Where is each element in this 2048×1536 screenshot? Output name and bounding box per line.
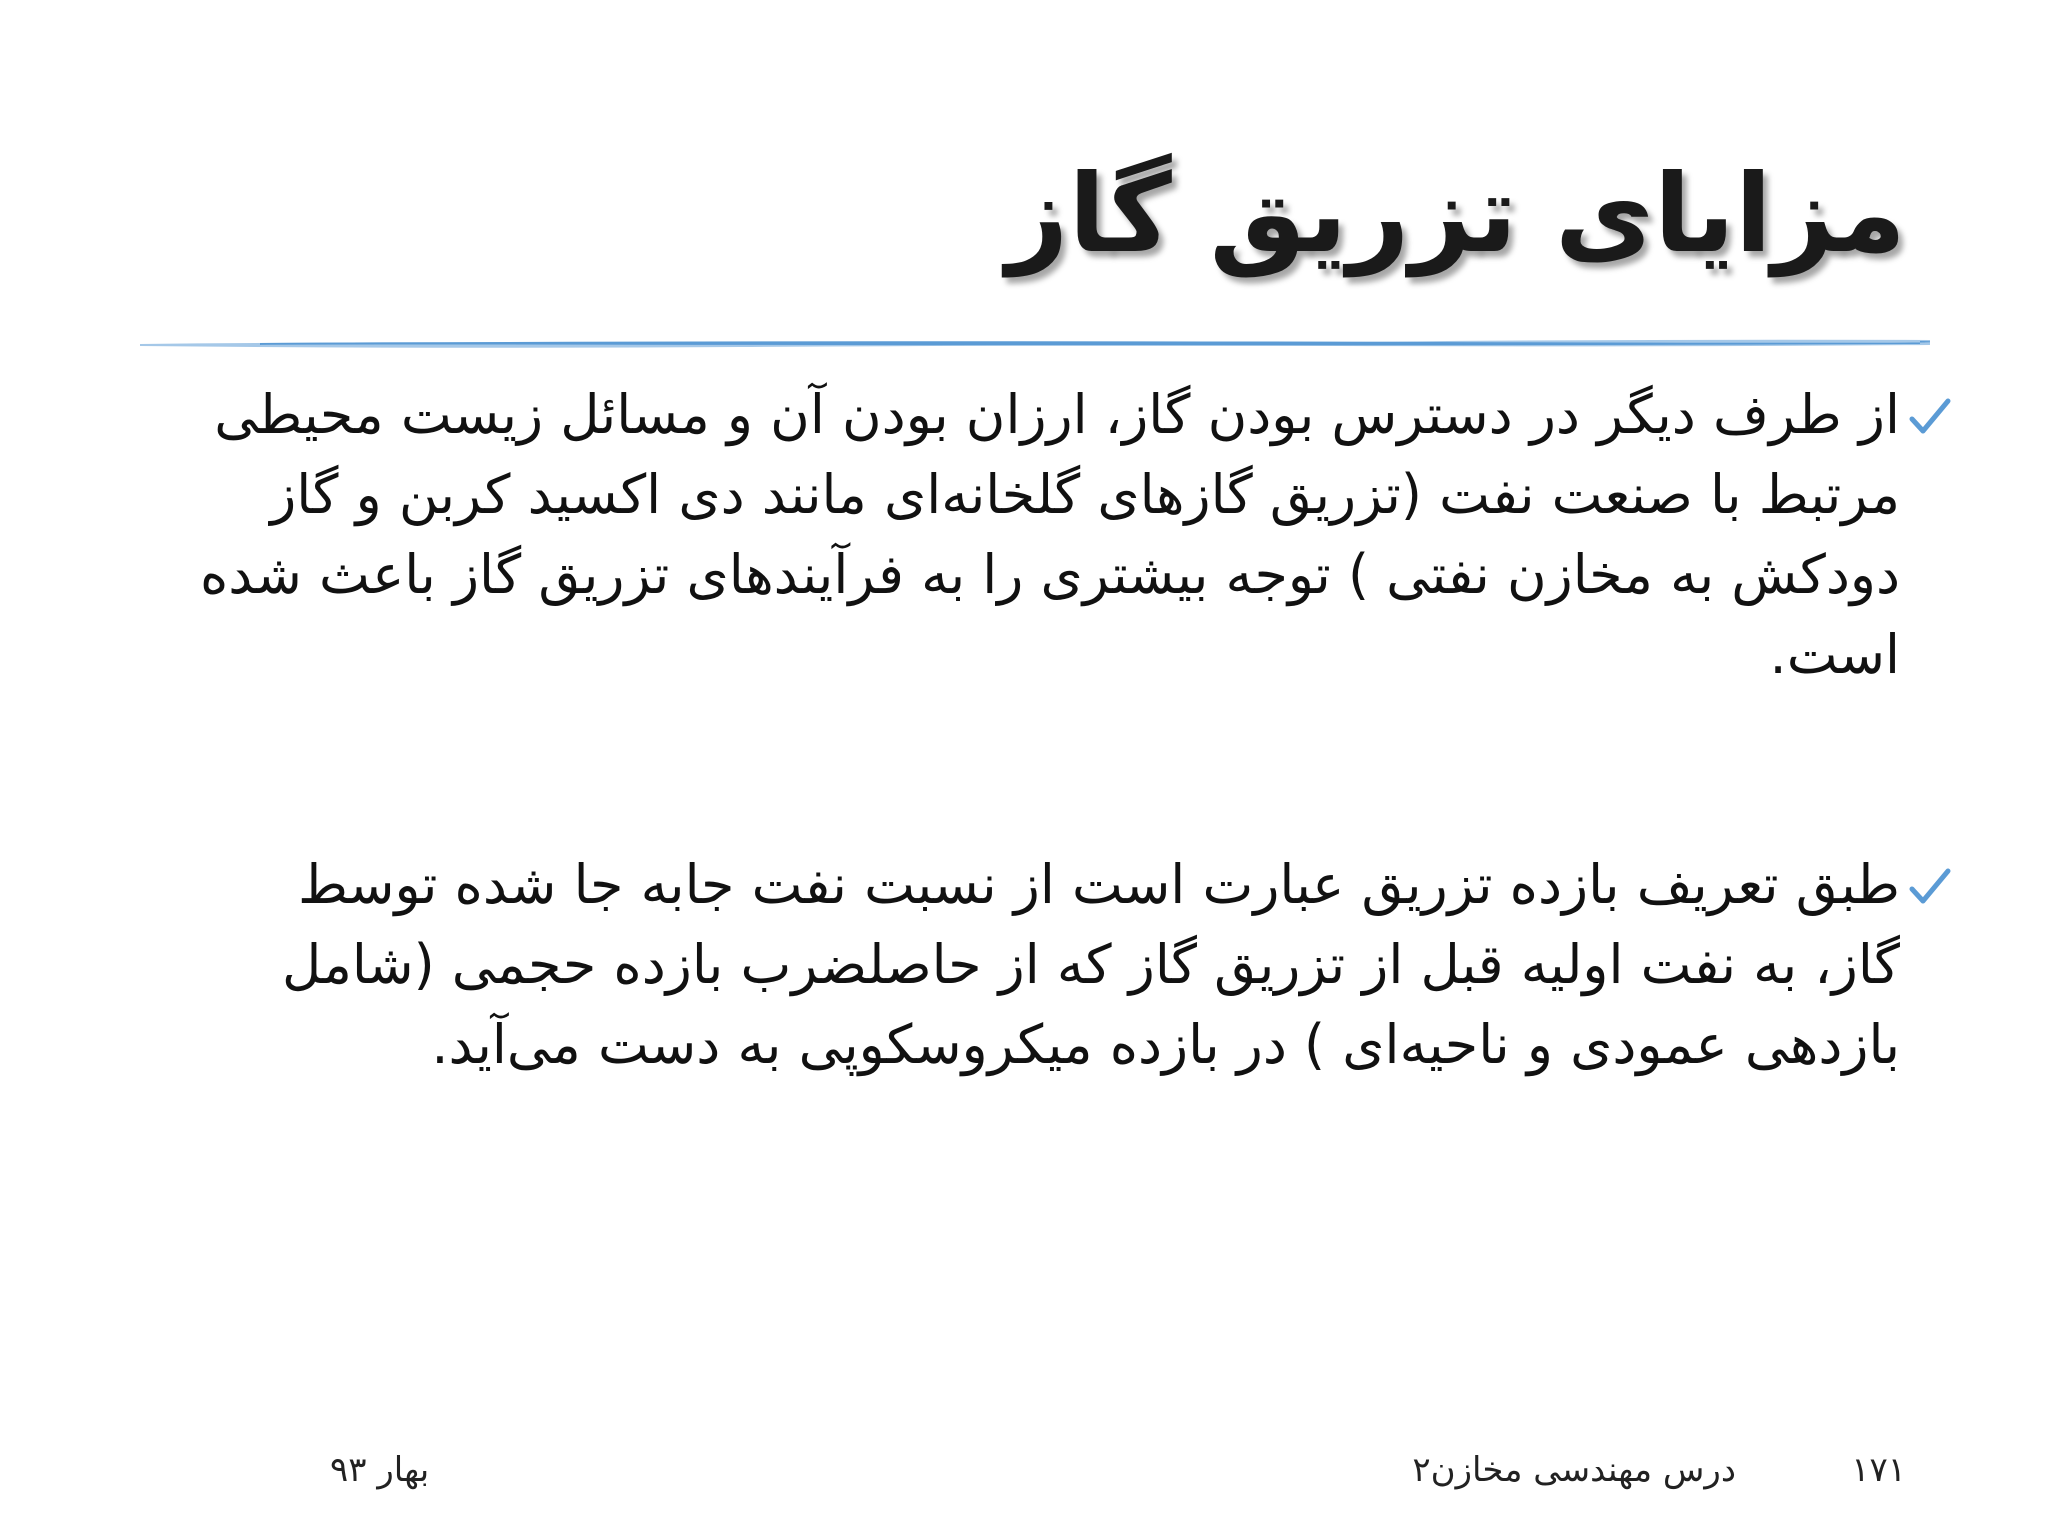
bullet-item (200, 375, 1948, 695)
footer-course-name: درس مهندسی مخازن۲ (1412, 1450, 1736, 1490)
bullet-text: طبق تعریف بازده تزریق عبارت است از نسبت نفت جابه جا شده توسط گاز، به نفت اولیه قبل از تزریق گاز که از حاصلضرب بازده حجمی (شامل بازدهی عمودی و ناحیه‌ای ) در بازده میکروسکوپی به دست می‌آید. (282, 853, 1900, 1076)
page-number: ۱۷۱ (1851, 1450, 1906, 1490)
title-divider (140, 336, 1930, 350)
checkmark-icon (1908, 397, 1952, 437)
bullet-list (200, 375, 1948, 1085)
footer-term: بهار ۹۳ (330, 1450, 430, 1490)
bullet-item (200, 845, 1948, 1085)
checkmark-icon (1908, 867, 1952, 907)
bullet-text: از طرف دیگر در دسترس بودن گاز، ارزان بودن آن و مسائل زیست محیطی مرتبط با صنعت نفت (تزریق گازهای گلخانه‌ای مانند دی اکسید کربن و گاز دودکش به مخازن نفتی ) توجه بیشتری را به فرآیندهای تزریق گاز باعث شده است. (200, 383, 1900, 686)
slide-title: مزایای تزریق گاز (1006, 152, 1906, 277)
